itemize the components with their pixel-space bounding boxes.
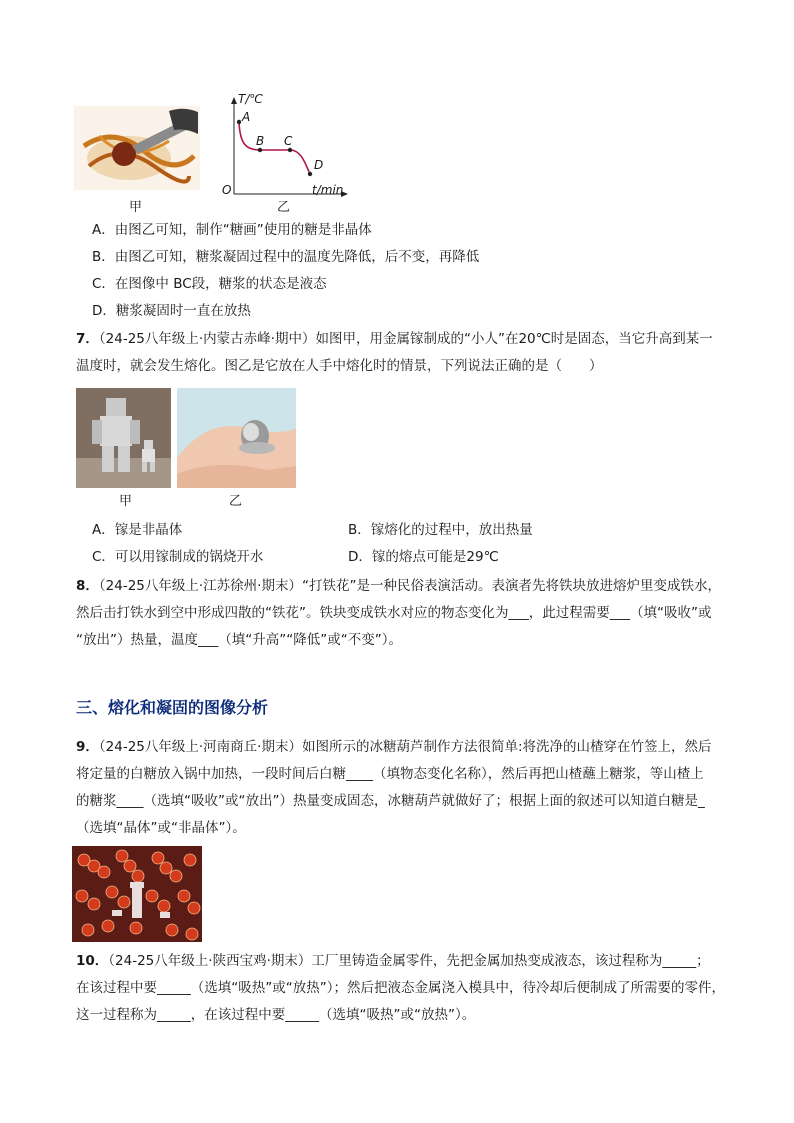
q7-stem-line1: 7．（24-25八年级上·内蒙古赤峰·期中）如图甲，用金属镓制成的“小人”在20℃时是固态，当它升高到某一 — [76, 331, 713, 347]
q7-stem-line2: 温度时，就会发生熔化。图乙是它放在人手中熔化时的情景，下列说法正确的是（ ） — [76, 358, 603, 374]
graph-point-a: A — [242, 110, 251, 124]
graph-point-c: C — [284, 134, 293, 148]
graph-point-b: B — [256, 134, 265, 148]
q8-line2: 然后击打铁水到空中形成四散的“铁花”。铁块变成铁水对应的物态变化为___，此过程需要___（填“吸收”或 — [76, 605, 712, 621]
fig-jia-label-q7: 甲 — [119, 494, 133, 509]
q9-line4: （选填“晶体”或“非晶体”）。 — [76, 820, 246, 836]
q10-line3: 这一过程称为_____，在该过程中要_____（选填“吸热”或“放热”）。 — [76, 1007, 476, 1023]
sugar-painting-photo — [74, 106, 200, 190]
gallium-melting-hand-photo — [177, 388, 296, 488]
fig-yi-label-q6: 乙 — [277, 200, 291, 215]
gallium-figure-photo — [76, 388, 171, 488]
q8-line3: “放出”）热量，温度___（填“升高”“降低”或“不变”）。 — [76, 632, 402, 648]
q6-option-b: B．由图乙可知，糖浆凝固过程中的温度先降低，后不变，再降低 — [92, 249, 480, 265]
q6-option-c: C．在图像中 BC段，糖浆的状态是液态 — [92, 276, 327, 292]
q7-option-d: D．镓的熔点可能是29℃ — [348, 549, 499, 565]
cooling-curve-line — [239, 122, 310, 174]
graph-origin-label: O — [222, 183, 232, 197]
q7-number: 7． — [76, 331, 99, 347]
q7-option-b: B．镓熔化的过程中，放出热量 — [348, 522, 533, 538]
q7-option-c: C．可以用镓制成的锅烧开水 — [92, 549, 264, 565]
q7-option-a: A．镓是非晶体 — [92, 522, 183, 538]
fig-jia-label-q6: 甲 — [129, 200, 143, 215]
q8-line1: 8．（24-25八年级上·江苏徐州·期末）“打铁花”是一种民俗表演活动。表演者先将铁块放进熔炉里变成铁水， — [76, 578, 721, 594]
q10-line1: 10．（24-25八年级上·陕西宝鸡·期末）工厂里铸造金属零件，先把金属加热变成液态，该过程称为_____； — [76, 953, 710, 969]
q10-number: 10． — [76, 953, 109, 969]
graph-x-axis-label: t/min — [312, 183, 344, 197]
q6-option-d: D．糖浆凝固时一直在放热 — [92, 303, 251, 319]
q10-line2: 在该过程中要_____（选填“吸热”或“放热”）；然后把液态金属浇入模具中，待冷却后便制成了所需要的零件， — [76, 980, 725, 996]
graph-point-d: D — [314, 158, 324, 172]
fig-yi-label-q7: 乙 — [229, 494, 243, 509]
q9-line3: 的糖浆____（选填“吸收”或“放出”）热量变成固态，冰糖葫芦就做好了；根据上面的叙述可以知道白糖是_ — [76, 793, 705, 809]
q6-option-a: A．由图乙可知，制作“糖画”使用的糖是非晶体 — [92, 222, 372, 238]
q9-line1: 9．（24-25八年级上·河南商丘·期末）如图所示的冰糖葫芦制作方法很简单:将洗净的山楂穿在竹签上，然后 — [76, 739, 712, 755]
candied-haws-photo — [72, 846, 202, 942]
q9-number: 9． — [76, 739, 99, 755]
graph-y-axis-label: T/℃ — [238, 92, 263, 106]
q8-number: 8． — [76, 578, 99, 594]
section-title: 三、熔化和凝固的图像分析 — [76, 698, 269, 717]
q9-line2: 将定量的白糖放入锅中加热，一段时间后白糖____（填物态变化名称），然后再把山楂蘸上糖浆，等山楂上 — [76, 766, 704, 782]
